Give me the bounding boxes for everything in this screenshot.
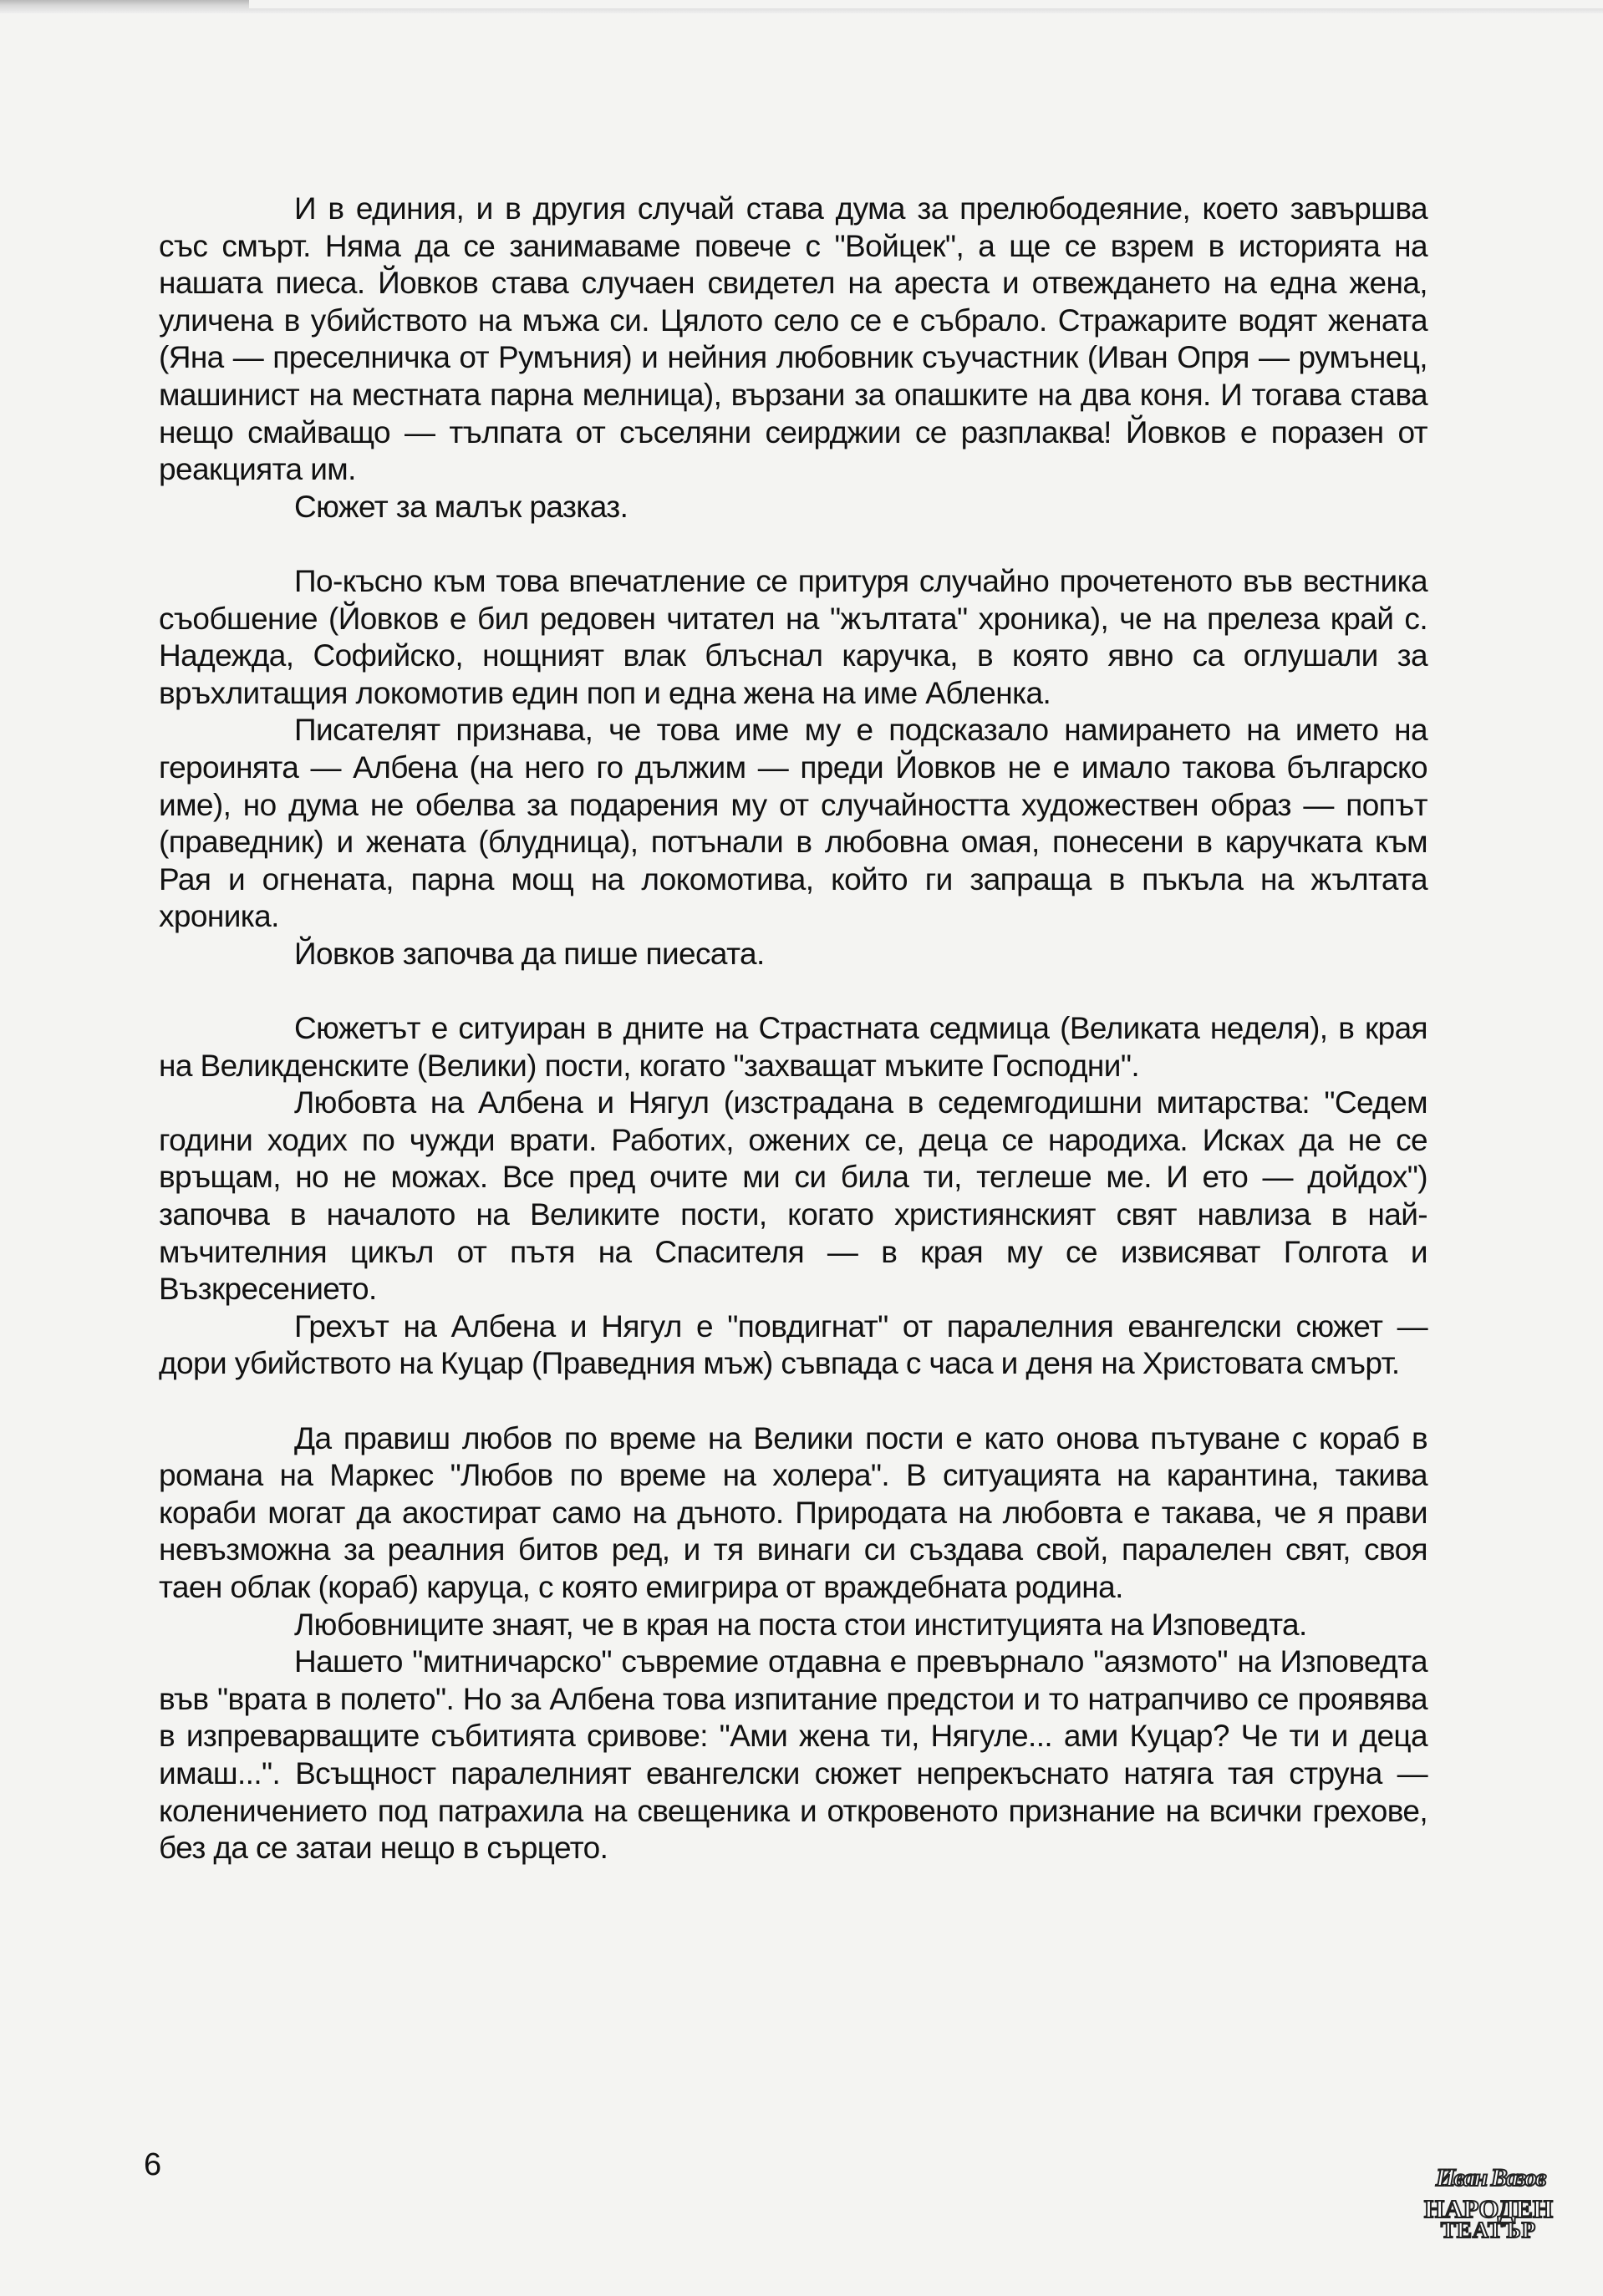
- page-number: 6: [144, 2147, 162, 2182]
- paragraph: [159, 1420, 1427, 1607]
- page-body: [159, 190, 1427, 1867]
- paragraph: [159, 1607, 1427, 1644]
- paragraph-text: Йовков започва да пише пиесата.: [294, 936, 765, 971]
- paragraph-text: Сюжет за малък разказ.: [294, 489, 628, 524]
- paragraph-text: Писателят признава, че това име му е подсказало намирането на името на героинята — Албена (на него го дължим — преди Йовков не е имало такова българско име), но дума не обелва за подарения му от случайността художествен образ — попът (праведник) и жената (блудница), потънали в любовна омая, понесени в каручката към Рая и огнената, парна мощ на локомотива, който ги запраща в пъкъла на жълтата хроника.: [159, 713, 1427, 934]
- paragraph-text: Любовниците знаят, че в края на поста стои институцията на Изповедта.: [294, 1607, 1307, 1642]
- paragraph-text: Нашето "митничарско" съвремие отдавна е превърнало "аязмото" на Изповедта във "врата в полето". Но за Албена това изпитание предстои и то натрапчиво се проявява в изпреварващите събитията сривове: "Ами жена ти, Нягуле... ами Куцар? Че ти и деца имаш...". Всъщност паралелният евангелски сюжет непрекъснато натяга тая струна — коленичението под патрахила на свещеника и откровеното признание на всички грехове, без да се затаи нещо в сърцето.: [159, 1644, 1427, 1866]
- paragraph-text: Грехът на Албена и Нягул е "повдигнат" от паралелния евангелски сюжет — дори убийството на Куцар (Праведния мъж) съвпада с часа и деня на Христовата смърт.: [159, 1308, 1427, 1381]
- paragraph: [159, 190, 1427, 489]
- logo-line-1: НАРОДЕН: [1424, 2194, 1553, 2223]
- scan-edge-paper: [249, 0, 1603, 8]
- paragraph-text: И в единия, и в другия случай става дума за прелюбодеяние, което завършва със смърт. Няма да се занимаваме повече с "Войцек", а ще се взрем в историята на нашата пиеса. Йовков става случаен свидетел на ареста и отвеждането на една жена, уличена в убийството на мъжа си. Цялото село се е събрало. Стражарите водят жената (Яна — преселничка от Румъния) и нейния любовник съучастник (Иван Опря — румънец, машинист на местната парна мелница), вързани за опашките на два коня. И тогава става нещо смайващо — тълпата от съселяни сеирджии се разплаква! Йовков е поразен от реакцията им.: [159, 191, 1427, 487]
- logo-signature: Иван Вазов: [1436, 2164, 1545, 2192]
- logo-line-2: ТЕАТЪР: [1440, 2217, 1537, 2243]
- paragraph: [159, 1308, 1427, 1383]
- paragraph: [159, 1010, 1427, 1085]
- paragraph: [159, 1085, 1427, 1308]
- paragraph-text: Да правиш любов по време на Велики пости е като онова пътуване с кораб в романа на Маркес "Любов по време на холера". В ситуацията на карантина, такива кораби могат да акостират само на дъното. Природата на любовта е такава, че я прави невъзможна за реалния битов ред, и тя винаги си създава свой, паралелен свят, своя таен облак (кораб) каруца, с която емигрира от враждебната родина.: [159, 1420, 1427, 1604]
- paragraph: [159, 1643, 1427, 1867]
- paragraph: [159, 563, 1427, 712]
- paragraph-text: По-късно към това впечатление се притуря случайно прочетеното във вестника съобшение (Йовков е бил редовен читател на "жълтата" хроника), че на прелеза край с. Надежда, Софийско, нощният влак блъснал каручка, в която явно са оглушали за връхлитащия локомотив един поп и една жена на име Абленка.: [159, 563, 1427, 710]
- paragraph-text: Сюжетът е ситуиран в дните на Страстната седмица (Великата неделя), в края на Великденските (Велики) пости, когато "захващат мъките Господни".: [159, 1011, 1427, 1083]
- paragraph: [159, 936, 1427, 973]
- paragraph: [159, 712, 1427, 936]
- national-theatre-logo: [1417, 2164, 1560, 2243]
- paragraph-text: Любовта на Албена и Нягул (изстрадана в седемгодишни митарства: "Седем години ходих по чужди врати. Работих, ожених се, деца се народиха. Исках да не се връщам, но не можах. Все пред очите ми си била ти, теглеше ме. И ето — дойдох") започва в началото на Великите пости, когато християнският свят навлиза в най-мъчителния цикъл от пътя на Спасителя — в края му се извисяват Голгота и Възкресението.: [159, 1085, 1427, 1307]
- paragraph: [159, 489, 1427, 526]
